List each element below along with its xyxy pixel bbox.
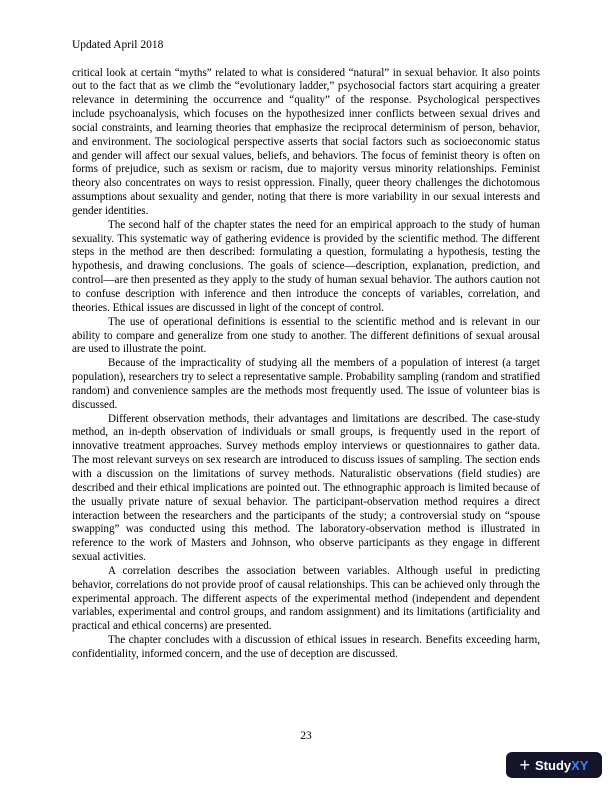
plus-icon: +: [519, 755, 531, 775]
paragraph-2: The second half of the chapter states the need for an empirical approach to the study of human sexuality. This systematic way of gathering evidence is provided by the scientific method. The different steps in the method are then described: formulating a question, formulating a hypothesis, testing the hypothesis, and drawing conclusions. The goals of science—description, explanation, prediction, and control—are then presented as they apply to the study of human sexual behavior. The authors caution not to confuse description with inference and then introduce the concepts of variables, correlation, and theories. Ethical issues are discussed in light of the concept of control.: [72, 218, 540, 314]
brand-name-main: Study: [535, 757, 572, 773]
paragraph-4: Because of the impracticality of studying all the members of a population of interest (a target population), researchers try to select a representative sample. Probability sampling (random and stratified random) and convenience samples are the methods most frequently used. The issue of volunteer bias is discussed.: [72, 357, 540, 411]
paragraph-6: A correlation describes the association between variables. Although useful in predicting behavior, correlations do not provide proof of causal relationships. This can be achieved only through the experimental approach. The different aspects of the experimental method (independent and dependent variables, experimental and control groups, and random assignment) and its limitations (artificiality and practical and ethical concerns) are presented.: [72, 564, 540, 633]
brand-name-accent: XY: [571, 757, 589, 773]
body-text: [72, 67, 540, 662]
page-header: Updated April 2018: [72, 39, 164, 51]
paragraph-3: The use of operational definitions is essential to the scientific method and is relevant in our ability to compare and generalize from one study to another. The different definitions of sexual arousal are used to illustrate the point.: [72, 315, 540, 356]
page-number: 23: [300, 730, 312, 742]
studyxy-badge[interactable]: [506, 752, 602, 778]
paragraph-1: critical look at certain “myths” related to what is considered “natural” in sexual behavior. It also points out to the fact that as we climb the “evolutionary ladder,” psychosocial factors start acquiring a greater relevance in determining the occurrence and “quality” of the response. Psychological perspectives include psychoanalysis, which focuses on the hypothesized inner conflicts between sexual drives and social constraints, and learning theories that emphasize the reciprocal determinism of person, behavior, and environment. The sociological perspective asserts that social factors such as socioeconomic status and gender will affect our sexual values, beliefs, and behaviors. The focus of feminist theory is often on forms of prejudice, such as sexism or racism, due to majority versus minority relationships. Feminist theory also concentrates on ways to resist oppression. Finally, queer theory challenges the dichotomous assumptions about sexuality and gender, noting that there is more variability in our sexual interests and gender identities.: [72, 66, 540, 217]
paragraph-7: The chapter concludes with a discussion of ethical issues in research. Benefits exceeding harm, confidentiality, informed concern, and the use of deception are discussed.: [72, 634, 540, 660]
paragraph-5: Different observation methods, their advantages and limitations are described. The case-study method, an in-depth observation of individuals or small groups, is frequently used in the report of innovative treatment approaches. Survey methods employ interviews or questionnaires to gather data. The most relevant surveys on sex research are introduced to discuss issues of sampling. The section ends with a discussion on the limitations of survey methods. Naturalistic observations (field studies) are described and their ethical implications are pointed out. The ethnographic approach is limited because of the usually private nature of sexual behavior. The participant-observation method requires a direct interaction between the researchers and the participants of the study; a controversial study on “spouse swapping” was conducted using this method. The laboratory-observation method is illustrated in reference to the work of Masters and Johnson, who observe participants as they engage in different sexual activities.: [72, 412, 540, 564]
